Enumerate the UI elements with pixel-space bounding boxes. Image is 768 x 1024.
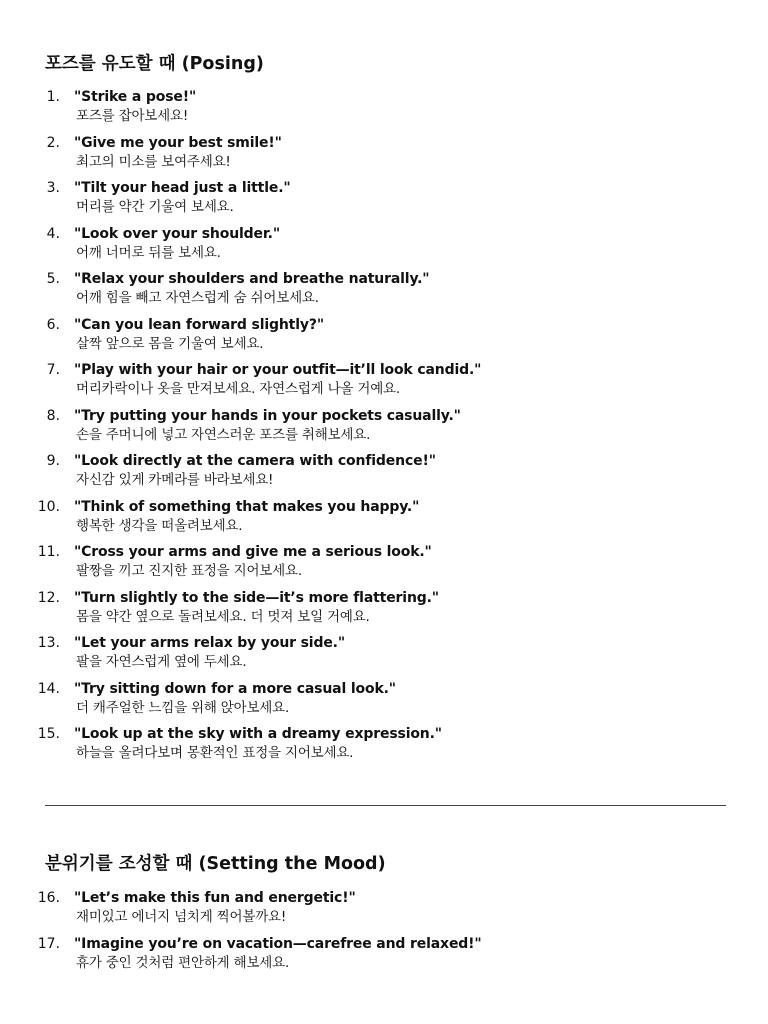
item-korean: 살짝 앞으로 몸을 기울여 보세요. [76,336,264,352]
item-number: 1. [46,89,60,105]
item-korean: 재미있고 에너지 넘치게 찍어볼까요! [76,909,287,925]
item-korean: 자신감 있게 카메라를 바라보세요! [76,472,274,488]
item-number: 11. [37,544,60,560]
list-item [0,543,740,585]
item-english: "Play with your hair or your outfit—it’ll look candid." [74,362,482,378]
item-number: 16. [37,890,60,906]
item-english: "Strike a pose!" [74,89,197,105]
list-item [0,935,740,977]
item-korean: 포즈를 잡아보세요! [76,108,189,124]
list-item [0,270,740,312]
item-english: "Relax your shoulders and breathe naturally." [74,271,430,287]
item-korean: 휴가 중인 것처럼 편안하게 해보세요. [76,955,290,971]
item-korean: 하늘을 올려다보며 몽환적인 표정을 지어보세요. [76,745,354,761]
item-english: "Turn slightly to the side—it’s more flattering." [74,590,439,606]
item-number: 3. [46,180,60,196]
item-korean: 팔을 자연스럽게 옆에 두세요. [76,654,247,670]
section-title-mood: 분위기를 조성할 때 (Setting the Mood) [45,854,386,874]
item-korean: 몸을 약간 옆으로 돌려보세요. 더 멋져 보일 거예요. [76,609,370,625]
item-english: "Look directly at the camera with confidence!" [74,453,436,469]
list-item [0,634,740,676]
item-korean: 손을 주머니에 넣고 자연스러운 포즈를 취해보세요. [76,427,371,443]
list-item [0,316,740,358]
item-english: "Let’s make this fun and energetic!" [74,890,356,906]
list-item [0,589,740,631]
item-english: "Let your arms relax by your side." [74,635,345,651]
item-english: "Cross your arms and give me a serious look." [74,544,432,560]
item-number: 14. [37,681,60,697]
item-english: "Look up at the sky with a dreamy expression." [74,726,442,742]
list-item [0,498,740,540]
item-korean: 머리를 약간 기울여 보세요. [76,199,234,215]
section-title-posing: 포즈를 유도할 때 (Posing) [45,54,264,74]
item-korean: 머리카락이나 옷을 만져보세요. 자연스럽게 나올 거예요. [76,381,400,397]
item-number: 13. [37,635,60,651]
section-divider [45,805,726,806]
list-item [0,134,740,176]
list-item [0,725,740,767]
item-number: 8. [46,408,60,424]
item-english: "Imagine you’re on vacation—carefree and relaxed!" [74,936,482,952]
list-item [0,889,740,931]
item-korean: 더 캐주얼한 느낌을 위해 앉아보세요. [76,700,290,716]
item-english: "Give me your best smile!" [74,135,282,151]
item-number: 17. [37,936,60,952]
item-number: 10. [37,499,60,515]
item-number: 4. [46,226,60,242]
list-item [0,361,740,403]
list-item [0,680,740,722]
item-korean: 팔짱을 끼고 진지한 표정을 지어보세요. [76,563,302,579]
list-item [0,179,740,221]
item-number: 15. [37,726,60,742]
item-korean: 어깨 너머로 뒤를 보세요. [76,245,221,261]
item-number: 5. [46,271,60,287]
item-korean: 행복한 생각을 떠올려보세요. [76,518,243,534]
item-english: "Tilt your head just a little." [74,180,291,196]
list-item [0,407,740,449]
list-item [0,225,740,267]
list-item [0,88,740,130]
item-number: 9. [46,453,60,469]
item-english: "Think of something that makes you happy." [74,499,420,515]
item-number: 7. [46,362,60,378]
item-korean: 최고의 미소를 보여주세요! [76,154,231,170]
item-number: 12. [37,590,60,606]
list-item [0,452,740,494]
item-number: 6. [46,317,60,333]
item-english: "Try putting your hands in your pockets casually." [74,408,461,424]
item-english: "Look over your shoulder." [74,226,280,242]
item-english: "Try sitting down for a more casual look." [74,681,396,697]
item-korean: 어깨 힘을 빼고 자연스럽게 숨 쉬어보세요. [76,290,319,306]
item-number: 2. [46,135,60,151]
item-english: "Can you lean forward slightly?" [74,317,324,333]
